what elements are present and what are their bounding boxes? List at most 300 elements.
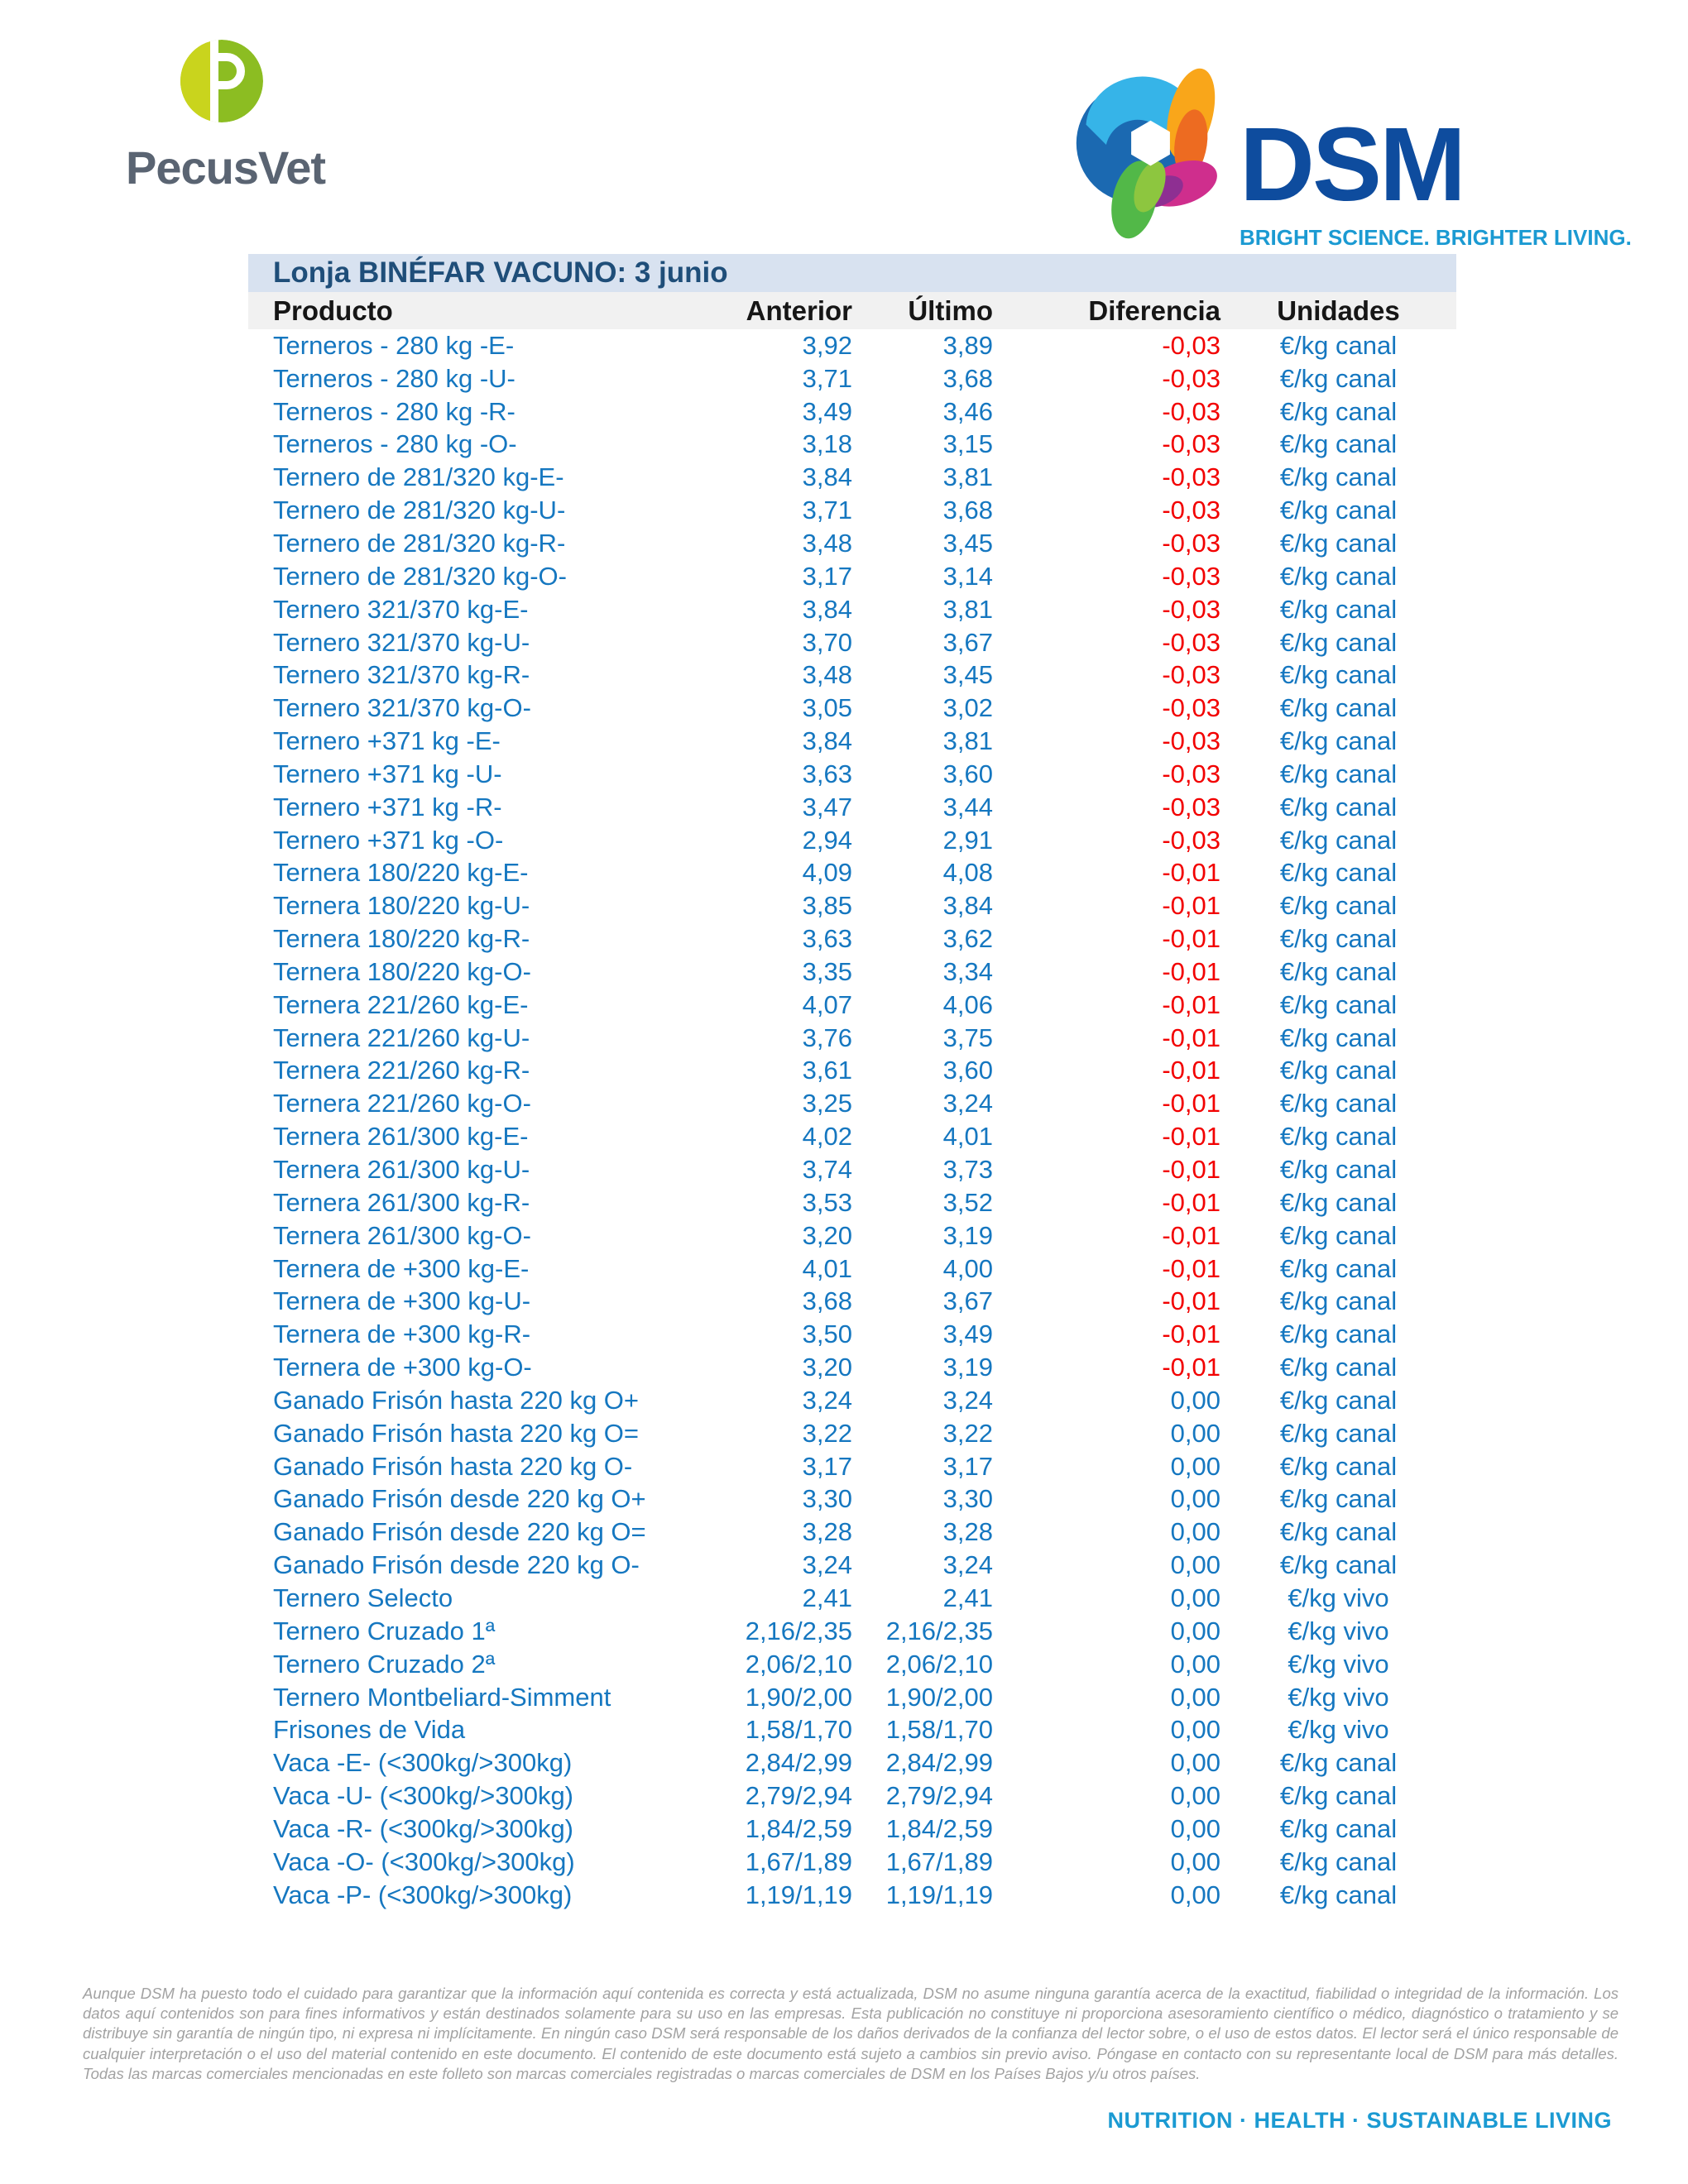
dsm-logo	[1070, 46, 1632, 251]
product-name: Ternera 180/220 kg-E-	[273, 858, 529, 888]
ultimo-value: 1,90/2,00	[885, 1682, 993, 1712]
table-row	[248, 494, 1456, 527]
ultimo-value: 3,52	[942, 1187, 993, 1217]
unidades-label: €/kg canal	[1279, 1056, 1398, 1085]
ultimo-value: 2,41	[942, 1583, 993, 1612]
unidades-label: €/kg vivo	[1288, 1682, 1389, 1712]
ultimo-value: 3,89	[942, 330, 993, 360]
anterior-value: 3,71	[802, 496, 852, 525]
anterior-value: 3,25	[802, 1089, 852, 1118]
table-row	[248, 659, 1456, 692]
unidades-label: €/kg canal	[1279, 858, 1398, 888]
diferencia-value: -0,01	[1162, 989, 1220, 1019]
product-name: Ternero 321/370 kg-U-	[273, 627, 530, 657]
table-row	[248, 692, 1456, 725]
table-row	[248, 1186, 1456, 1219]
unidades-label: €/kg canal	[1279, 693, 1398, 723]
table-row	[248, 1252, 1456, 1286]
ultimo-value: 3,19	[942, 1353, 993, 1382]
anterior-value: 3,85	[802, 891, 852, 921]
product-name: Ternera de +300 kg-U-	[273, 1286, 531, 1316]
anterior-value: 3,84	[802, 462, 852, 492]
diferencia-value: 0,00	[1170, 1880, 1220, 1909]
product-name: Ternera 261/300 kg-R-	[273, 1187, 530, 1217]
ultimo-value: 3,60	[942, 1056, 993, 1085]
nutrition-health-tagline: NUTRITION · HEALTH · SUSTAINABLE LIVING	[1107, 2108, 1612, 2133]
unidades-label: €/kg canal	[1279, 891, 1398, 921]
unidades-label: €/kg canal	[1279, 1253, 1398, 1283]
anterior-value: 3,35	[802, 956, 852, 986]
product-name: Ternero +371 kg -O-	[273, 825, 504, 855]
unidades-label: €/kg canal	[1279, 759, 1398, 788]
ultimo-value: 3,17	[942, 1451, 993, 1481]
product-name: Ternero 321/370 kg-R-	[273, 660, 530, 690]
anterior-value: 3,30	[802, 1484, 852, 1514]
table-row	[248, 1351, 1456, 1384]
diferencia-value: 0,00	[1170, 1649, 1220, 1679]
ultimo-value: 2,16/2,35	[885, 1616, 993, 1645]
product-name: Terneros - 280 kg -E-	[273, 330, 515, 360]
anterior-value: 1,19/1,19	[745, 1880, 852, 1909]
anterior-value: 3,63	[802, 924, 852, 954]
unidades-label: €/kg canal	[1279, 429, 1398, 459]
diferencia-value: 0,00	[1170, 1451, 1220, 1481]
anterior-value: 1,58/1,70	[745, 1715, 852, 1745]
table-row	[248, 1153, 1456, 1186]
ultimo-value: 3,81	[942, 726, 993, 756]
anterior-value: 3,61	[802, 1056, 852, 1085]
price-table	[248, 254, 1456, 1912]
ultimo-value: 3,49	[942, 1320, 993, 1349]
unidades-label: €/kg vivo	[1288, 1616, 1389, 1645]
ultimo-value: 3,24	[942, 1550, 993, 1580]
ultimo-value: 3,24	[942, 1089, 993, 1118]
ultimo-value: 3,22	[942, 1418, 993, 1448]
unidades-label: €/kg canal	[1279, 1517, 1398, 1547]
anterior-value: 3,48	[802, 660, 852, 690]
anterior-value: 2,06/2,10	[745, 1649, 852, 1679]
ultimo-value: 2,91	[942, 825, 993, 855]
diferencia-value: -0,03	[1162, 660, 1220, 690]
product-name: Ternera 221/260 kg-U-	[273, 1023, 530, 1052]
diferencia-value: 0,00	[1170, 1715, 1220, 1745]
anterior-value: 3,49	[802, 396, 852, 426]
table-row	[248, 1648, 1456, 1681]
unidades-label: €/kg vivo	[1288, 1715, 1389, 1745]
table-row	[248, 1450, 1456, 1483]
diferencia-value: -0,01	[1162, 1089, 1220, 1118]
ultimo-value: 1,58/1,70	[885, 1715, 993, 1745]
dsm-swirl-icon	[1070, 46, 1231, 243]
unidades-label: €/kg vivo	[1288, 1583, 1389, 1612]
diferencia-value: -0,03	[1162, 726, 1220, 756]
ultimo-value: 3,28	[942, 1517, 993, 1547]
table-row	[248, 429, 1456, 462]
column-header-diferencia: Diferencia	[1088, 295, 1220, 326]
product-name: Ternera de +300 kg-R-	[273, 1320, 531, 1349]
product-name: Frisones de Vida	[273, 1715, 466, 1745]
ultimo-value: 4,00	[942, 1253, 993, 1283]
diferencia-value: -0,03	[1162, 792, 1220, 821]
ultimo-value: 3,02	[942, 693, 993, 723]
diferencia-value: -0,01	[1162, 1253, 1220, 1283]
diferencia-value: -0,01	[1162, 1187, 1220, 1217]
table-row	[248, 395, 1456, 429]
ultimo-value: 3,68	[942, 496, 993, 525]
anterior-value: 3,22	[802, 1418, 852, 1448]
product-name: Ganado Frisón desde 220 kg O+	[273, 1484, 646, 1514]
diferencia-value: 0,00	[1170, 1846, 1220, 1876]
table-row	[248, 1779, 1456, 1813]
product-name: Ternera 221/260 kg-R-	[273, 1056, 530, 1085]
product-name: Ternera de +300 kg-O-	[273, 1353, 532, 1382]
anterior-value: 3,24	[802, 1385, 852, 1415]
table-row	[248, 461, 1456, 494]
diferencia-value: 0,00	[1170, 1813, 1220, 1843]
ultimo-value: 4,08	[942, 858, 993, 888]
table-row	[248, 989, 1456, 1022]
diferencia-value: -0,01	[1162, 1023, 1220, 1052]
table-row	[248, 1384, 1456, 1417]
table-row	[248, 1022, 1456, 1055]
ultimo-value: 3,75	[942, 1023, 993, 1052]
dsm-tagline: BRIGHT SCIENCE. BRIGHTER LIVING.	[1240, 225, 1632, 250]
diferencia-value: -0,03	[1162, 363, 1220, 393]
ultimo-value: 2,79/2,94	[885, 1781, 993, 1811]
diferencia-value: -0,03	[1162, 759, 1220, 788]
product-name: Ternero Cruzado 2ª	[273, 1649, 496, 1679]
unidades-label: €/kg canal	[1279, 1846, 1398, 1876]
anterior-value: 3,17	[802, 1451, 852, 1481]
anterior-value: 2,79/2,94	[745, 1781, 852, 1811]
diferencia-value: 0,00	[1170, 1484, 1220, 1514]
product-name: Ganado Frisón desde 220 kg O=	[273, 1517, 646, 1547]
diferencia-value: -0,01	[1162, 1155, 1220, 1185]
diferencia-value: -0,03	[1162, 330, 1220, 360]
table-header-row	[248, 292, 1456, 329]
diferencia-value: 0,00	[1170, 1616, 1220, 1645]
anterior-value: 3,70	[802, 627, 852, 657]
diferencia-value: -0,01	[1162, 924, 1220, 954]
table-row	[248, 1615, 1456, 1648]
product-name: Ternero de 281/320 kg-R-	[273, 528, 566, 558]
anterior-value: 3,53	[802, 1187, 852, 1217]
anterior-value: 3,92	[802, 330, 852, 360]
ultimo-value: 3,60	[942, 759, 993, 788]
diferencia-value: 0,00	[1170, 1682, 1220, 1712]
anterior-value: 3,18	[802, 429, 852, 459]
ultimo-value: 2,06/2,10	[885, 1649, 993, 1679]
table-row	[248, 791, 1456, 824]
anterior-value: 3,84	[802, 726, 852, 756]
ultimo-value: 3,81	[942, 594, 993, 624]
diferencia-value: -0,03	[1162, 627, 1220, 657]
unidades-label: €/kg canal	[1279, 396, 1398, 426]
unidades-label: €/kg canal	[1279, 924, 1398, 954]
anterior-value: 1,67/1,89	[745, 1846, 852, 1876]
table-row	[248, 1483, 1456, 1516]
ultimo-value: 3,73	[942, 1155, 993, 1185]
product-name: Ganado Frisón hasta 220 kg O+	[273, 1385, 640, 1415]
table-row	[248, 560, 1456, 593]
product-name: Ternera 261/300 kg-E-	[273, 1122, 529, 1152]
unidades-label: €/kg canal	[1279, 330, 1398, 360]
product-name: Vaca -O- (<300kg/>300kg)	[273, 1846, 575, 1876]
product-name: Ternero de 281/320 kg-U-	[273, 496, 566, 525]
unidades-label: €/kg canal	[1279, 627, 1398, 657]
anterior-value: 3,74	[802, 1155, 852, 1185]
anterior-value: 1,84/2,59	[745, 1813, 852, 1843]
diferencia-value: -0,01	[1162, 1353, 1220, 1382]
table-row	[248, 1516, 1456, 1549]
diferencia-value: -0,03	[1162, 561, 1220, 591]
anterior-value: 4,07	[802, 989, 852, 1019]
product-name: Ganado Frisón hasta 220 kg O-	[273, 1451, 633, 1481]
table-row	[248, 824, 1456, 857]
table-row	[248, 593, 1456, 626]
table-row	[248, 758, 1456, 791]
diferencia-value: 0,00	[1170, 1418, 1220, 1448]
table-row	[248, 626, 1456, 659]
product-name: Ternera 180/220 kg-U-	[273, 891, 530, 921]
table-title: Lonja BINÉFAR VACUNO: 3 junio	[248, 254, 1456, 292]
diferencia-value: 0,00	[1170, 1583, 1220, 1612]
unidades-label: €/kg canal	[1279, 1813, 1398, 1843]
product-name: Terneros - 280 kg -U-	[273, 363, 516, 393]
pecusvet-wordmark: PecusVet	[126, 141, 326, 194]
diferencia-value: -0,03	[1162, 594, 1220, 624]
ultimo-value: 3,34	[942, 956, 993, 986]
anterior-value: 3,05	[802, 693, 852, 723]
product-name: Ternero +371 kg -U-	[273, 759, 502, 788]
product-name: Ternera 180/220 kg-O-	[273, 956, 531, 986]
unidades-label: €/kg canal	[1279, 1089, 1398, 1118]
unidades-label: €/kg canal	[1279, 1320, 1398, 1349]
product-name: Ternero 321/370 kg-O-	[273, 693, 531, 723]
anterior-value: 2,41	[802, 1583, 852, 1612]
product-name: Ternero +371 kg -R-	[273, 792, 502, 821]
unidades-label: €/kg canal	[1279, 1451, 1398, 1481]
table-row	[248, 1549, 1456, 1582]
unidades-label: €/kg canal	[1279, 1286, 1398, 1316]
product-name: Ternero 321/370 kg-E-	[273, 594, 529, 624]
anterior-value: 3,71	[802, 363, 852, 393]
ultimo-value: 3,81	[942, 462, 993, 492]
diferencia-value: 0,00	[1170, 1781, 1220, 1811]
unidades-label: €/kg canal	[1279, 1418, 1398, 1448]
product-name: Ternera de +300 kg-E-	[273, 1253, 530, 1283]
product-name: Ganado Frisón hasta 220 kg O=	[273, 1418, 640, 1448]
product-name: Ternero Cruzado 1ª	[273, 1616, 496, 1645]
ultimo-value: 3,24	[942, 1385, 993, 1415]
unidades-label: €/kg vivo	[1288, 1649, 1389, 1679]
table-row	[248, 1582, 1456, 1615]
unidades-label: €/kg canal	[1279, 989, 1398, 1019]
table-row	[248, 1219, 1456, 1252]
product-name: Vaca -U- (<300kg/>300kg)	[273, 1781, 574, 1811]
diferencia-value: -0,01	[1162, 858, 1220, 888]
ultimo-value: 1,67/1,89	[885, 1846, 993, 1876]
column-header-unidades: Unidades	[1277, 295, 1400, 326]
column-header-anterior: Anterior	[746, 295, 852, 326]
anterior-value: 3,76	[802, 1023, 852, 1052]
table-row	[248, 922, 1456, 956]
unidades-label: €/kg canal	[1279, 956, 1398, 986]
ultimo-value: 3,45	[942, 528, 993, 558]
table-row	[248, 1813, 1456, 1846]
anterior-value: 1,90/2,00	[745, 1682, 852, 1712]
diferencia-value: -0,03	[1162, 693, 1220, 723]
unidades-label: €/kg canal	[1279, 825, 1398, 855]
table-row	[248, 1087, 1456, 1120]
unidades-label: €/kg canal	[1279, 1220, 1398, 1250]
product-name: Terneros - 280 kg -R-	[273, 396, 516, 426]
ultimo-value: 3,30	[942, 1484, 993, 1514]
diferencia-value: -0,01	[1162, 1286, 1220, 1316]
product-name: Ternero Montbeliard-Simment	[273, 1682, 611, 1712]
product-name: Ternera 261/300 kg-O-	[273, 1220, 531, 1250]
diferencia-value: -0,01	[1162, 1056, 1220, 1085]
diferencia-value: 0,00	[1170, 1748, 1220, 1778]
product-name: Terneros - 280 kg -O-	[273, 429, 517, 459]
ultimo-value: 3,15	[942, 429, 993, 459]
product-name: Ternera 180/220 kg-R-	[273, 924, 530, 954]
table-row	[248, 857, 1456, 890]
disclaimer-text: Aunque DSM ha puesto todo el cuidado para garantizar que la información aquí contenida es correcta y está actualizada, DSM no asume ninguna garantía acerca de la exactitud, fiabilidad o integridad de la información. Los datos aquí contenidos son para fines informativos y están destinados solamente para su uso en las empresas. Esta publicación no constituye ni proporciona asesoramiento científico o médico, diagnóstico o tratamiento y se distribuye sin garantía de ningún tipo, ni expresa ni implícitamente. En ningún caso DSM será responsable de los daños derivados de la confianza del lector sobre, o el uso de estos datos. El lector será el único responsable de cualquier interpretación o el uso del material contenido en este documento. El contenido de este documento está sujeto a cambios sin previo aviso. Póngase en contacto con su representante local de DSM para más detalles. Todas las marcas comerciales mencionadas en este folleto son marcas comerciales registradas o marcas comerciales de DSM en los Países Bajos y/u otros países.	[83, 1985, 1618, 2082]
unidades-label: €/kg canal	[1279, 1353, 1398, 1382]
table-row	[248, 1879, 1456, 1912]
ultimo-value: 3,46	[942, 396, 993, 426]
unidades-label: €/kg canal	[1279, 496, 1398, 525]
unidades-label: €/kg canal	[1279, 1550, 1398, 1580]
table-rows	[248, 329, 1456, 1912]
diferencia-value: -0,03	[1162, 396, 1220, 426]
ultimo-value: 2,84/2,99	[885, 1748, 993, 1778]
product-name: Ternero +371 kg -E-	[273, 726, 501, 756]
table-row	[248, 1713, 1456, 1746]
table-row	[248, 527, 1456, 560]
ultimo-value: 3,14	[942, 561, 993, 591]
unidades-label: €/kg canal	[1279, 660, 1398, 690]
product-name: Ternero de 281/320 kg-E-	[273, 462, 564, 492]
anterior-value: 3,24	[802, 1550, 852, 1580]
product-name: Vaca -P- (<300kg/>300kg)	[273, 1880, 573, 1909]
anterior-value: 4,09	[802, 858, 852, 888]
anterior-value: 3,17	[802, 561, 852, 591]
unidades-label: €/kg canal	[1279, 1187, 1398, 1217]
anterior-value: 3,63	[802, 759, 852, 788]
table-row	[248, 1285, 1456, 1318]
diferencia-value: -0,01	[1162, 1320, 1220, 1349]
product-name: Vaca -E- (<300kg/>300kg)	[273, 1748, 573, 1778]
ultimo-value: 1,19/1,19	[885, 1880, 993, 1909]
pecusvet-leaf-icon	[179, 38, 265, 124]
product-name: Vaca -R- (<300kg/>300kg)	[273, 1813, 574, 1843]
diferencia-value: 0,00	[1170, 1550, 1220, 1580]
unidades-label: €/kg canal	[1279, 1781, 1398, 1811]
anterior-value: 3,50	[802, 1320, 852, 1349]
anterior-value: 3,28	[802, 1517, 852, 1547]
table-row	[248, 956, 1456, 989]
anterior-value: 3,20	[802, 1353, 852, 1382]
product-name: Ternero de 281/320 kg-O-	[273, 561, 567, 591]
ultimo-value: 3,68	[942, 363, 993, 393]
diferencia-value: -0,01	[1162, 891, 1220, 921]
anterior-value: 2,16/2,35	[745, 1616, 852, 1645]
ultimo-value: 4,01	[942, 1122, 993, 1152]
unidades-label: €/kg canal	[1279, 594, 1398, 624]
anterior-value: 3,84	[802, 594, 852, 624]
ultimo-value: 3,44	[942, 792, 993, 821]
diferencia-value: -0,03	[1162, 825, 1220, 855]
table-row	[248, 1681, 1456, 1714]
unidades-label: €/kg canal	[1279, 528, 1398, 558]
product-name: Ternera 221/260 kg-E-	[273, 989, 529, 1019]
dsm-wordmark: DSM	[1240, 106, 1464, 223]
table-row	[248, 725, 1456, 758]
table-row	[248, 329, 1456, 362]
product-name: Ternero Selecto	[273, 1583, 453, 1612]
unidades-label: €/kg canal	[1279, 1023, 1398, 1052]
anterior-value: 3,48	[802, 528, 852, 558]
table-row	[248, 889, 1456, 922]
table-row	[248, 1318, 1456, 1351]
product-name: Ternera 221/260 kg-O-	[273, 1089, 531, 1118]
ultimo-value: 3,62	[942, 924, 993, 954]
diferencia-value: -0,03	[1162, 496, 1220, 525]
unidades-label: €/kg canal	[1279, 726, 1398, 756]
ultimo-value: 4,06	[942, 989, 993, 1019]
anterior-value: 3,20	[802, 1220, 852, 1250]
unidades-label: €/kg canal	[1279, 1748, 1398, 1778]
diferencia-value: 0,00	[1170, 1385, 1220, 1415]
anterior-value: 3,68	[802, 1286, 852, 1316]
anterior-value: 4,02	[802, 1122, 852, 1152]
table-row	[248, 1746, 1456, 1779]
table-row	[248, 1846, 1456, 1879]
unidades-label: €/kg canal	[1279, 561, 1398, 591]
table-row	[248, 1120, 1456, 1153]
anterior-value: 2,94	[802, 825, 852, 855]
unidades-label: €/kg canal	[1279, 1880, 1398, 1909]
unidades-label: €/kg canal	[1279, 1155, 1398, 1185]
anterior-value: 3,47	[802, 792, 852, 821]
pecusvet-logo	[126, 38, 325, 194]
ultimo-value: 3,84	[942, 891, 993, 921]
diferencia-value: -0,03	[1162, 462, 1220, 492]
column-header-ultimo: Último	[908, 295, 993, 326]
table-row	[248, 1055, 1456, 1088]
anterior-value: 4,01	[802, 1253, 852, 1283]
ultimo-value: 3,19	[942, 1220, 993, 1250]
diferencia-value: -0,01	[1162, 1122, 1220, 1152]
anterior-value: 2,84/2,99	[745, 1748, 852, 1778]
ultimo-value: 1,84/2,59	[885, 1813, 993, 1843]
product-name: Ternera 261/300 kg-U-	[273, 1155, 530, 1185]
table-row	[248, 362, 1456, 395]
unidades-label: €/kg canal	[1279, 1122, 1398, 1152]
column-header-producto: Producto	[273, 295, 393, 326]
ultimo-value: 3,45	[942, 660, 993, 690]
table-row	[248, 1417, 1456, 1450]
unidades-label: €/kg canal	[1279, 1385, 1398, 1415]
diferencia-value: -0,03	[1162, 528, 1220, 558]
unidades-label: €/kg canal	[1279, 462, 1398, 492]
ultimo-value: 3,67	[942, 627, 993, 657]
unidades-label: €/kg canal	[1279, 1484, 1398, 1514]
product-name: Ganado Frisón desde 220 kg O-	[273, 1550, 640, 1580]
diferencia-value: -0,01	[1162, 956, 1220, 986]
